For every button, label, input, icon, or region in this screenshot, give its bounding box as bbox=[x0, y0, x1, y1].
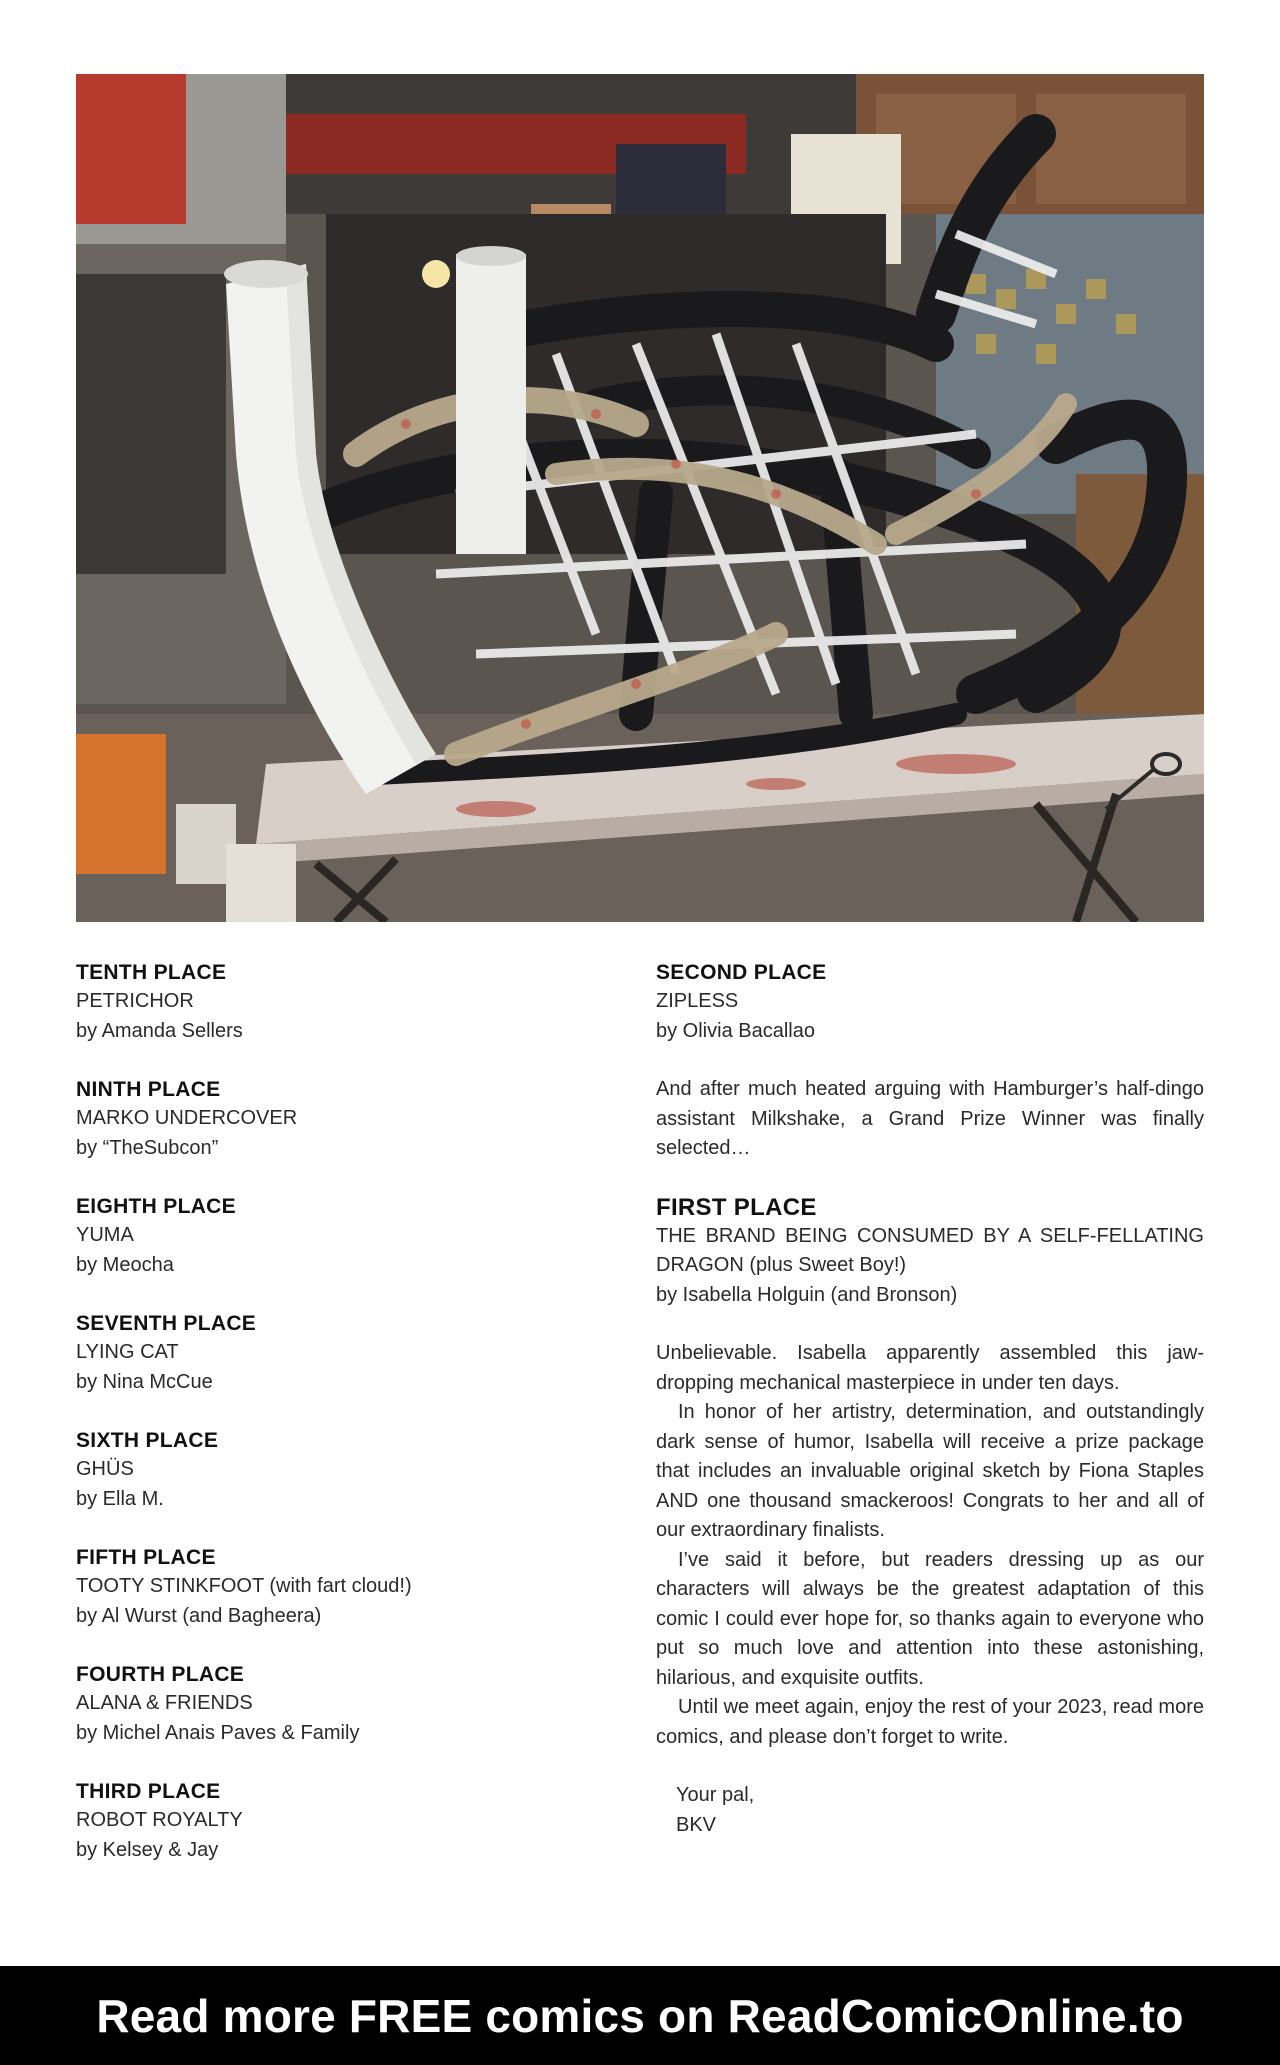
place-heading: SIXTH PLACE bbox=[76, 1429, 219, 1452]
entry-author: by Meocha bbox=[76, 1253, 174, 1276]
entry-title: MARKO UNDERCOVER bbox=[76, 1107, 298, 1129]
entry-title: ROBOT ROYALTY bbox=[76, 1809, 243, 1831]
place-heading: EIGHTH PLACE bbox=[76, 1195, 236, 1218]
signature: BKV bbox=[676, 1813, 717, 1836]
body-paragraph: In honor of her artistry, determination, and outstandingly dark sense of humor, Isabella will receive a prize package that includes an invaluable original sketch by Fiona Staples AND one thousand smackeroos! Congrats to her and all of our extraordinary finalists. bbox=[656, 1401, 1204, 1541]
footer-banner[interactable] bbox=[0, 1966, 1280, 2065]
winner-entry bbox=[76, 1543, 596, 1631]
winner-entry bbox=[76, 1777, 596, 1865]
winner-entry bbox=[76, 1426, 596, 1514]
entry-title: ALANA & FRIENDS bbox=[76, 1692, 253, 1714]
winner-entry bbox=[76, 1660, 596, 1748]
entry-title: TOOTY STINKFOOT (with fart cloud!) bbox=[76, 1575, 412, 1597]
entry-author: by “TheSubcon” bbox=[76, 1136, 219, 1159]
place-heading: THIRD PLACE bbox=[76, 1780, 221, 1803]
winner-entry bbox=[76, 958, 596, 1046]
entry-title: PETRICHOR bbox=[76, 990, 194, 1012]
entry-author: by Nina McCue bbox=[76, 1370, 213, 1393]
winner-entry bbox=[76, 1309, 596, 1397]
body-paragraph: I’ve said it before, but readers dressing up as our characters will always be the greatest adaptation of this comic I could ever hope for, so thanks again to everyone who put so much love and attention into these astonishing, hilarious, and exquisite outfits. bbox=[656, 1548, 1204, 1689]
photo-illustration bbox=[76, 74, 1204, 922]
place-heading: FOURTH PLACE bbox=[76, 1663, 245, 1686]
footer-link-text[interactable]: Read more FREE comics on ReadComicOnline.to bbox=[96, 1989, 1184, 2042]
winner-entry bbox=[76, 1075, 596, 1163]
sculpture-photo bbox=[76, 74, 1204, 922]
entry-author: by Kelsey & Jay bbox=[76, 1838, 219, 1861]
entry-author: by Amanda Sellers bbox=[76, 1019, 243, 1042]
left-column bbox=[76, 958, 596, 1894]
place-heading: FIRST PLACE bbox=[656, 1193, 817, 1221]
second-place-entry bbox=[656, 958, 1204, 1046]
entry-title: LYING CAT bbox=[76, 1341, 179, 1363]
entry-author: by Olivia Bacallao bbox=[656, 1019, 815, 1042]
winner-entry bbox=[76, 1192, 596, 1280]
signoff-block bbox=[656, 1781, 1204, 1840]
place-heading: TENTH PLACE bbox=[76, 961, 227, 984]
grand-prize-intro: And after much heated arguing with Hamburger’s half-dingo assistant Milkshake, a Grand Prize Winner was finally selected… bbox=[656, 1078, 1204, 1159]
entry-author: by Al Wurst (and Bagheera) bbox=[76, 1604, 322, 1627]
place-heading: SECOND PLACE bbox=[656, 961, 827, 984]
entry-title: YUMA bbox=[76, 1224, 134, 1246]
entry-author: by Michel Anais Paves & Family bbox=[76, 1721, 360, 1744]
right-column bbox=[656, 958, 1204, 1840]
place-heading: SEVENTH PLACE bbox=[76, 1312, 257, 1335]
place-heading: FIFTH PLACE bbox=[76, 1546, 216, 1569]
first-place-entry bbox=[656, 1193, 1204, 1311]
entry-title: GHÜS bbox=[76, 1458, 134, 1480]
entry-title: ZIPLESS bbox=[656, 990, 739, 1012]
entry-title: THE BRAND BEING CONSUMED BY A SELF-FELLATING DRAGON (plus Sweet Boy!) bbox=[656, 1224, 1204, 1276]
entry-author: by Ella M. bbox=[76, 1487, 164, 1510]
entry-author: by Isabella Holguin (and Bronson) bbox=[656, 1283, 958, 1306]
body-paragraph: Unbelievable. Isabella apparently assembled this jaw-dropping mechanical masterpiece in under ten days. bbox=[656, 1342, 1204, 1394]
signoff: Your pal, bbox=[676, 1784, 755, 1806]
place-heading: NINTH PLACE bbox=[76, 1078, 221, 1101]
body-paragraph: Until we meet again, enjoy the rest of your 2023, read more comics, and please don’t forget to write. bbox=[656, 1696, 1204, 1748]
